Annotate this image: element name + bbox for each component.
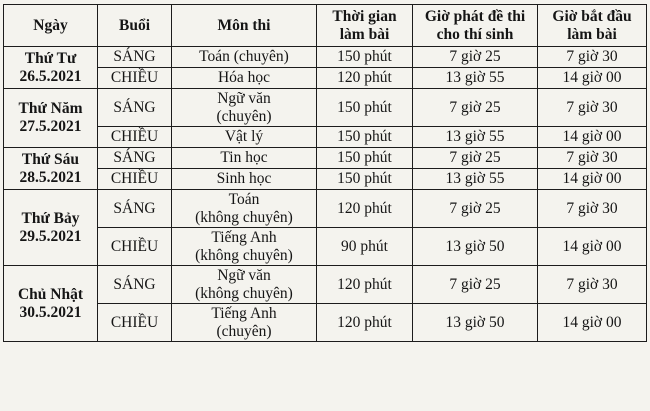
- duration-cell: 120 phút: [317, 190, 413, 228]
- day-cell: [4, 89, 98, 148]
- duration-cell: 150 phút: [317, 127, 413, 148]
- start-cell: 7 giờ 30: [538, 190, 647, 228]
- subject-line2: (không chuyên): [195, 284, 293, 302]
- table-row: [4, 169, 647, 190]
- date: 26.5.2021: [19, 67, 82, 85]
- header-start-line1: Giờ bắt đầu: [552, 7, 632, 25]
- day-cell: [4, 148, 98, 190]
- session-cell: SÁNG: [98, 190, 172, 228]
- duration-cell: 150 phút: [317, 89, 413, 127]
- release-cell: 13 giờ 55: [413, 169, 538, 190]
- release-cell: 7 giờ 25: [413, 89, 538, 127]
- start-cell: 14 giờ 00: [538, 228, 647, 266]
- subject-cell: Sinh học: [172, 169, 317, 190]
- subject-line2: (không chuyên): [195, 208, 293, 226]
- table-row: [4, 89, 647, 127]
- header-subject: Môn thi: [172, 5, 317, 47]
- subject-cell: Toán (chuyên): [172, 47, 317, 68]
- release-cell: 13 giờ 50: [413, 304, 538, 342]
- subject-line1: Ngữ văn: [217, 89, 271, 107]
- release-cell: 13 giờ 50: [413, 228, 538, 266]
- header-start: [538, 5, 647, 47]
- start-cell: 14 giờ 00: [538, 304, 647, 342]
- session-cell: SÁNG: [98, 148, 172, 169]
- subject-cell: [172, 266, 317, 304]
- subject-line2: (không chuyên): [195, 246, 293, 264]
- session-cell: CHIỀU: [98, 127, 172, 148]
- session-cell: CHIỀU: [98, 228, 172, 266]
- start-cell: 7 giờ 30: [538, 89, 647, 127]
- header-row: [4, 5, 647, 47]
- start-cell: 14 giờ 00: [538, 68, 647, 89]
- duration-cell: 150 phút: [317, 47, 413, 68]
- release-cell: 13 giờ 55: [413, 127, 538, 148]
- day-cell: [4, 190, 98, 266]
- date: 29.5.2021: [19, 227, 82, 245]
- session-cell: CHIỀU: [98, 304, 172, 342]
- header-duration-line1: Thời gian: [332, 7, 397, 25]
- subject-cell: Vật lý: [172, 127, 317, 148]
- header-session: Buổi: [98, 5, 172, 47]
- subject-cell: Hóa học: [172, 68, 317, 89]
- header-release: [413, 5, 538, 47]
- date: 30.5.2021: [19, 303, 82, 321]
- subject-cell: [172, 190, 317, 228]
- header-release-line1: Giờ phát đề thi: [424, 7, 526, 25]
- start-cell: 7 giờ 30: [538, 47, 647, 68]
- table-row: [4, 266, 647, 304]
- weekday: Chủ Nhật: [17, 285, 84, 303]
- subject-line1: Ngữ văn: [217, 266, 271, 284]
- exam-schedule-table: [3, 4, 647, 342]
- header-day: Ngày: [4, 5, 98, 47]
- duration-cell: 120 phút: [317, 304, 413, 342]
- duration-cell: 120 phút: [317, 266, 413, 304]
- release-cell: 7 giờ 25: [413, 266, 538, 304]
- session-cell: SÁNG: [98, 47, 172, 68]
- table-row: [4, 190, 647, 228]
- weekday: Thứ Năm: [18, 100, 83, 117]
- table-row: [4, 47, 647, 68]
- start-cell: 14 giờ 00: [538, 169, 647, 190]
- table-row: [4, 68, 647, 89]
- table-row: [4, 127, 647, 148]
- subject-line1: Toán: [228, 190, 260, 208]
- subject-cell: Tin học: [172, 148, 317, 169]
- header-release-line2: cho thí sinh: [436, 25, 514, 43]
- session-cell: SÁNG: [98, 266, 172, 304]
- subject-line1: Tiếng Anh: [211, 228, 277, 246]
- subject-cell: [172, 228, 317, 266]
- weekday: Thứ Bảy: [21, 209, 80, 227]
- weekday: Thứ Sáu: [21, 150, 80, 168]
- weekday: Thứ Tư: [24, 49, 77, 67]
- date: 28.5.2021: [19, 168, 82, 186]
- session-cell: SÁNG: [98, 89, 172, 127]
- table-row: [4, 148, 647, 169]
- session-cell: CHIỀU: [98, 68, 172, 89]
- release-cell: 13 giờ 55: [413, 68, 538, 89]
- day-cell: [4, 266, 98, 342]
- duration-cell: 150 phút: [317, 169, 413, 190]
- table-row: [4, 228, 647, 266]
- subject-line2: (chuyên): [216, 322, 272, 340]
- date: 27.5.2021: [19, 118, 82, 135]
- header-duration-line2: làm bài: [339, 25, 390, 43]
- session-cell: CHIỀU: [98, 169, 172, 190]
- start-cell: 14 giờ 00: [538, 127, 647, 148]
- release-cell: 7 giờ 25: [413, 148, 538, 169]
- header-duration: [317, 5, 413, 47]
- release-cell: 7 giờ 25: [413, 190, 538, 228]
- table-row: [4, 304, 647, 342]
- start-cell: 7 giờ 30: [538, 148, 647, 169]
- day-cell: [4, 47, 98, 89]
- duration-cell: 90 phút: [317, 228, 413, 266]
- subject-line2: (chuyên): [216, 107, 272, 125]
- subject-line1: Tiếng Anh: [211, 304, 277, 322]
- start-cell: 7 giờ 30: [538, 266, 647, 304]
- duration-cell: 150 phút: [317, 148, 413, 169]
- header-start-line2: làm bài: [567, 25, 617, 43]
- subject-cell: [172, 304, 317, 342]
- release-cell: 7 giờ 25: [413, 47, 538, 68]
- duration-cell: 120 phút: [317, 68, 413, 89]
- subject-cell: [172, 89, 317, 127]
